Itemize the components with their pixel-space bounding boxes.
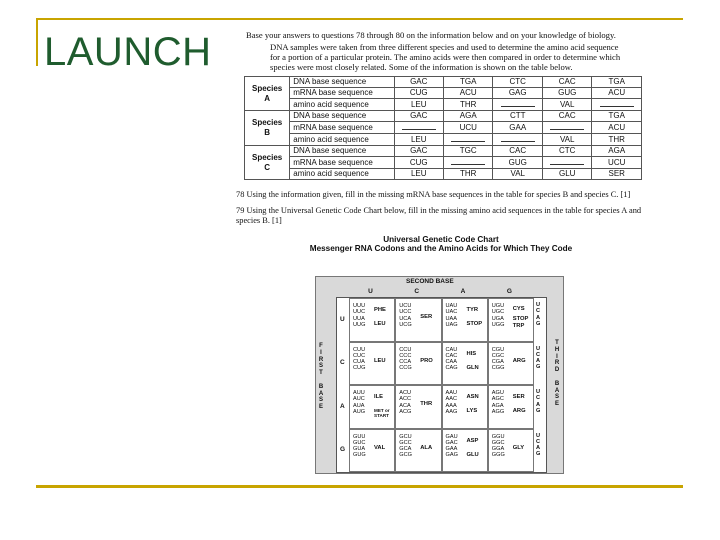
question-78: 78 Using the information given, fill in the missing mRNA base sequences in the table for species B and species C. [1] [236, 190, 631, 199]
blank-cell[interactable] [493, 99, 542, 111]
species-label: Species A [245, 77, 290, 111]
codon-list: ACU ACC ACA ACG [399, 390, 412, 415]
codon-list: GGU GGC GGA GGG [491, 433, 505, 459]
codon-cell [488, 298, 534, 342]
third-base-letters: U C A G [536, 389, 541, 414]
species-table [244, 76, 642, 180]
first-base-label: F I R S T B A S E [318, 343, 324, 411]
codon-cell [349, 298, 395, 342]
sequence-cell: THR [444, 169, 493, 180]
sequence-cell: THR [444, 99, 493, 111]
first-base-letter: G [340, 446, 346, 454]
second-base-letter: A [460, 288, 466, 295]
codon-cell [395, 298, 441, 342]
sequence-cell: GAG [493, 88, 542, 99]
amino-acid-label: GLY [512, 444, 525, 451]
sequence-cell: VAL [493, 169, 542, 180]
amino-acid-label: ARG [512, 408, 526, 415]
intro-paragraph: DNA samples were taken from three different species and used to determine the amino acid sequence for a portion of a particular protein. The amino acids were then compared in order to determine which species were most closely related. Some of the information is shown on the table below. [270, 42, 621, 72]
codon-grid [336, 297, 547, 473]
amino-acid-label: ASN [466, 394, 479, 401]
amino-acid-label: TRP [512, 323, 525, 330]
amino-acid-label: CYS [512, 306, 525, 313]
row-label: DNA base sequence [290, 77, 394, 88]
codon-cell [349, 429, 395, 473]
sequence-cell: GAC [394, 111, 443, 122]
amino-acid-label: LEU [374, 357, 386, 364]
sequence-cell: AGA [592, 146, 642, 157]
code-chart-title: Universal Genetic Code Chart [383, 235, 499, 244]
table-row [245, 88, 642, 99]
sequence-cell: VAL [542, 134, 591, 146]
table-row [245, 77, 642, 88]
sequence-cell: LEU [394, 99, 443, 111]
second-base-letter: U [368, 288, 373, 295]
third-base-letters: U C A G [536, 302, 541, 327]
table-row [245, 111, 642, 122]
amino-acid-label: LYS [466, 408, 478, 415]
codon-cell [349, 385, 395, 429]
sequence-cell: ACU [592, 88, 642, 99]
amino-acid-label: MET or START [374, 408, 390, 419]
codon-cell [488, 385, 534, 429]
row-label: amino acid sequence [290, 134, 394, 146]
codon-cell [349, 342, 395, 386]
sequence-cell: TGA [444, 77, 493, 88]
amino-acid-label: GLU [466, 451, 479, 458]
amino-acid-label: STOP [466, 321, 483, 328]
codon-cell [395, 385, 441, 429]
codon-list: UCU UCC UCA UCG [399, 303, 412, 328]
amino-acid-label: TYR [466, 307, 479, 314]
blank-cell[interactable] [444, 134, 493, 146]
sequence-cell: GUG [542, 88, 591, 99]
table-row [245, 134, 642, 146]
slide-frame-top [36, 18, 683, 20]
intro-instruction: Base your answers to questions 78 through 80 on the information below and on your knowledge of biology. [246, 30, 616, 40]
sequence-cell: VAL [542, 99, 591, 111]
sequence-cell: GUG [493, 157, 542, 169]
species-label: Species B [245, 111, 290, 146]
blank-cell[interactable] [444, 157, 493, 169]
amino-acid-label: ARG [512, 357, 526, 364]
third-base-letters: U C A G [536, 432, 541, 458]
row-label: mRNA base sequence [290, 88, 394, 99]
codon-list: CGU CGC CGA CGG [491, 346, 505, 372]
amino-acid-label: SER [512, 394, 525, 401]
sequence-cell: TGC [444, 146, 493, 157]
sequence-cell: GAA [493, 122, 542, 134]
codon-list: GCU GCC GCA GCG [399, 433, 412, 459]
first-base-letter: A [340, 402, 345, 410]
codon-list: CCU CCC CCA CCG [399, 346, 412, 372]
codon-cell [488, 429, 534, 473]
amino-acid-label: STOP [512, 315, 529, 322]
sequence-cell: CTC [493, 77, 542, 88]
sequence-cell: GAC [394, 77, 443, 88]
sequence-cell: CAC [493, 146, 542, 157]
amino-acid-label: ASP [466, 437, 479, 444]
codon-cell [442, 385, 488, 429]
row-label: mRNA base sequence [290, 157, 394, 169]
sequence-cell: SER [592, 169, 642, 180]
table-row [245, 169, 642, 180]
blank-cell[interactable] [394, 122, 443, 134]
codon-list: UUU UUC UUA UUG [353, 303, 366, 328]
amino-acid-label: PRO [420, 357, 433, 364]
codon-list: UGU UGC UGA UGG [491, 303, 505, 328]
worksheet [236, 30, 646, 255]
sequence-cell: CUG [394, 88, 443, 99]
sequence-cell: LEU [394, 134, 443, 146]
codon-cell [442, 298, 488, 342]
row-label: amino acid sequence [290, 99, 394, 111]
second-base-label: SECOND BASE [406, 278, 454, 285]
codon-list: GAU GAC GAA GAG [445, 433, 458, 459]
sequence-cell: GLU [542, 169, 591, 180]
codon-cell [442, 342, 488, 386]
first-base-letter: C [340, 359, 345, 367]
second-base-letter: G [506, 288, 512, 295]
sequence-cell: THR [592, 134, 642, 146]
sequence-cell: TGA [592, 111, 642, 122]
codon-cell [395, 429, 441, 473]
amino-acid-label: SER [420, 314, 433, 321]
third-base-letters: U C A G [536, 345, 541, 371]
question-79: 79 Using the Universal Genetic Code Chart below, fill in the missing amino acid sequences in the table for species A and species B. [1] [236, 206, 642, 225]
row-label: DNA base sequence [290, 146, 394, 157]
codon-list: CUU CUC CUA CUG [353, 346, 366, 372]
table-row [245, 122, 642, 134]
table-row [245, 146, 642, 157]
blank-cell[interactable] [493, 134, 542, 146]
amino-acid-label: ALA [420, 444, 433, 451]
sequence-cell: GAC [394, 146, 443, 157]
slide-frame-bottom [36, 485, 683, 488]
row-label: DNA base sequence [290, 111, 394, 122]
codon-list: GUU GUC GUA GUG [353, 433, 366, 459]
amino-acid-label: THR [420, 401, 433, 408]
sequence-cell: ACU [444, 88, 493, 99]
row-label: mRNA base sequence [290, 122, 394, 134]
codon-list: AGU AGC AGA AGG [491, 390, 505, 415]
sequence-cell: ACU [592, 122, 642, 134]
amino-acid-label: PHE [374, 307, 386, 314]
table-row [245, 99, 642, 111]
sequence-cell: LEU [394, 169, 443, 180]
sequence-cell: UCU [592, 157, 642, 169]
codon-list: AAU AAC AAA AAG [445, 390, 458, 415]
codon-list: AUU AUC AUA AUG [353, 390, 366, 415]
sequence-cell: CTC [542, 146, 591, 157]
row-label: amino acid sequence [290, 169, 394, 180]
blank-cell[interactable] [542, 157, 591, 169]
sequence-cell: CTT [493, 111, 542, 122]
codon-list: CAU CAC CAA CAG [445, 346, 458, 372]
second-base-letter: C [414, 288, 420, 295]
sequence-cell: CAC [542, 111, 591, 122]
codon-list: UAU UAC UAA UAG [445, 303, 458, 328]
blank-cell[interactable] [592, 99, 642, 111]
slide-frame-left [36, 18, 38, 66]
codon-cell [395, 342, 441, 386]
species-label: Species C [245, 146, 290, 180]
amino-acid-label: HIS [466, 350, 477, 357]
amino-acid-label: LEU [374, 321, 386, 328]
genetic-code-chart [315, 276, 564, 474]
sequence-cell: CUG [394, 157, 443, 169]
codon-cell [442, 429, 488, 473]
sequence-cell: AGA [444, 111, 493, 122]
blank-cell[interactable] [542, 122, 591, 134]
amino-acid-label: GLN [466, 364, 479, 371]
code-chart-subtitle: Messenger RNA Codons and the Amino Acids for Which They Code [309, 244, 573, 253]
sequence-cell: TGA [592, 77, 642, 88]
third-base-label: T H I R D B A S E [554, 340, 560, 408]
table-row [245, 157, 642, 169]
sequence-cell: UCU [444, 122, 493, 134]
first-base-letter: U [340, 315, 345, 323]
slide-title: LAUNCH [44, 30, 212, 74]
sequence-cell: CAC [542, 77, 591, 88]
amino-acid-label: VAL [374, 444, 386, 451]
amino-acid-label: ILE [374, 394, 384, 401]
codon-cell [488, 342, 534, 386]
